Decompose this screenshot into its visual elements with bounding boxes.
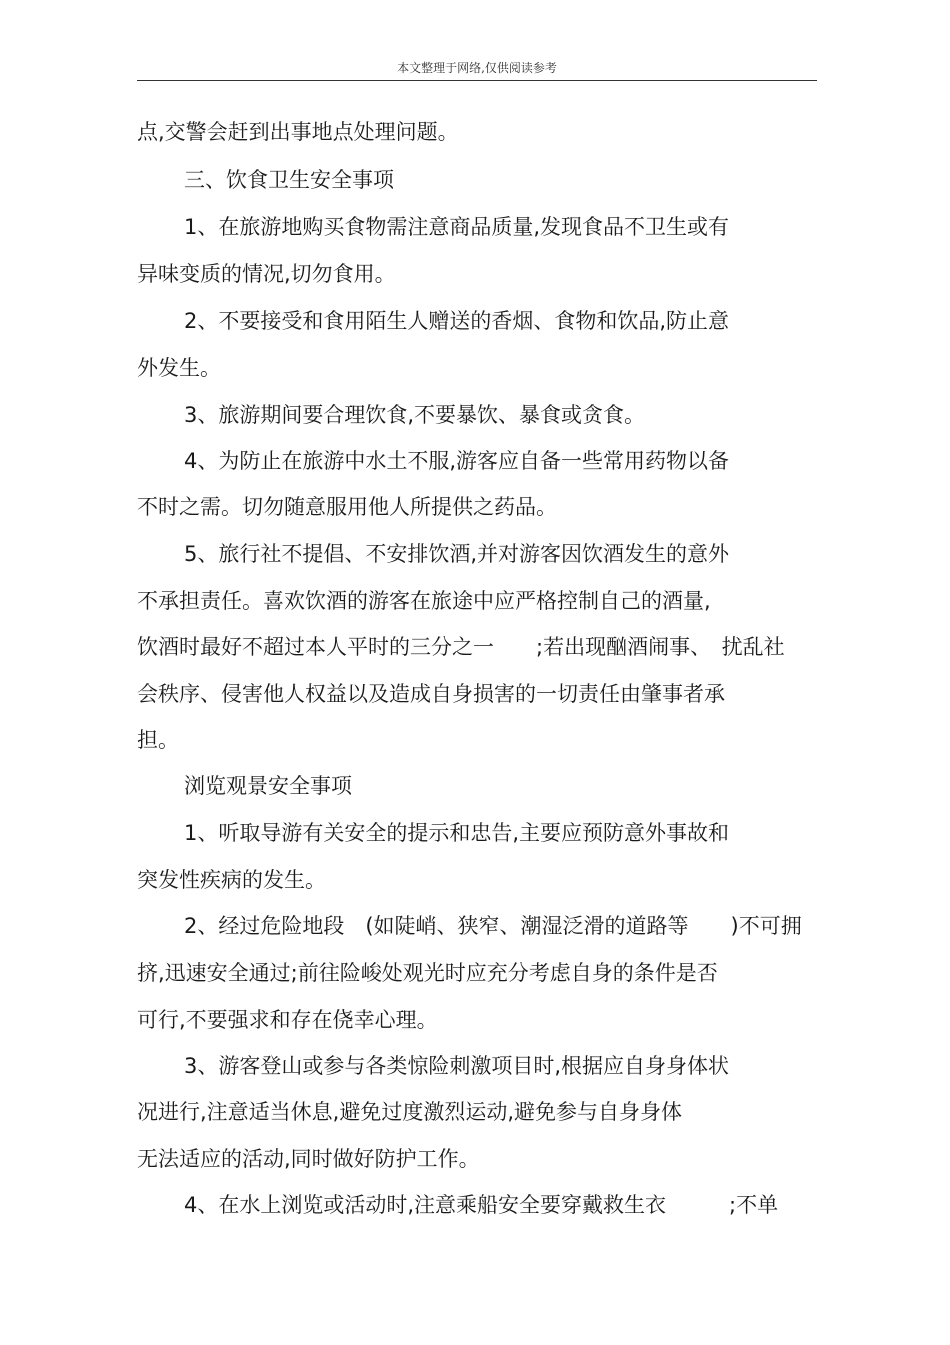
paragraph-line: 饮酒时最好不超过本人平时的三分之一 ;若出现酗酒闹事、 扰乱社 xyxy=(137,635,785,659)
paragraph-line: 4、在水上浏览或活动时,注意乘船安全要穿戴救生衣 ;不单 xyxy=(184,1193,779,1217)
paragraph-line: 2、不要接受和食用陌生人赠送的香烟、食物和饮品,防止意 xyxy=(184,309,730,333)
paragraph-line: 无法适应的活动,同时做好防护工作。 xyxy=(137,1147,480,1171)
paragraph-line: 1、听取导游有关安全的提示和忠告,主要应预防意外事故和 xyxy=(184,821,730,845)
paragraph-line: 3、游客登山或参与各类惊险刺激项目时,根据应自身身体状 xyxy=(184,1054,730,1078)
paragraph-line: 会秩序、侵害他人权益以及造成自身损害的一切责任由肇事者承 xyxy=(137,682,725,706)
paragraph-line: 点,交警会赶到出事地点处理问题。 xyxy=(137,120,459,144)
paragraph-line: 5、旅行社不提倡、不安排饮酒,并对游客因饮酒发生的意外 xyxy=(184,542,730,566)
section-heading-food-safety: 三、饮食卫生安全事项 xyxy=(184,168,394,192)
section-heading-sightseeing-safety: 浏览观景安全事项 xyxy=(184,774,352,798)
page-header: 本文整理于网络,仅供阅读参考 xyxy=(137,58,817,81)
paragraph-line: 担。 xyxy=(137,728,179,752)
paragraph-line: 突发性疾病的发生。 xyxy=(137,868,326,892)
paragraph-line: 况进行,注意适当休息,避免过度激烈运动,避免参与自身身体 xyxy=(137,1100,683,1124)
paragraph-line: 3、旅游期间要合理饮食,不要暴饮、暴食或贪食。 xyxy=(184,403,646,427)
paragraph-line: 2、经过危险地段 (如陡峭、狭窄、潮湿泛滑的道路等 )不可拥 xyxy=(184,914,802,938)
paragraph-line: 1、在旅游地购买食物需注意商品质量,发现食品不卫生或有 xyxy=(184,215,730,239)
paragraph-line: 可行,不要强求和存在侥幸心理。 xyxy=(137,1008,438,1032)
paragraph-line: 挤,迅速安全通过;前往险峻处观光时应充分考虑自身的条件是否 xyxy=(137,961,718,985)
paragraph-line: 外发生。 xyxy=(137,356,221,380)
paragraph-line: 异味变质的情况,切勿食用。 xyxy=(137,262,396,286)
paragraph-line: 不时之需。切勿随意服用他人所提供之药品。 xyxy=(137,495,557,519)
paragraph-line: 4、为防止在旅游中水土不服,游客应自备一些常用药物以备 xyxy=(184,449,730,473)
paragraph-line: 不承担责任。喜欢饮酒的游客在旅途中应严格控制自己的酒量, xyxy=(137,589,711,613)
